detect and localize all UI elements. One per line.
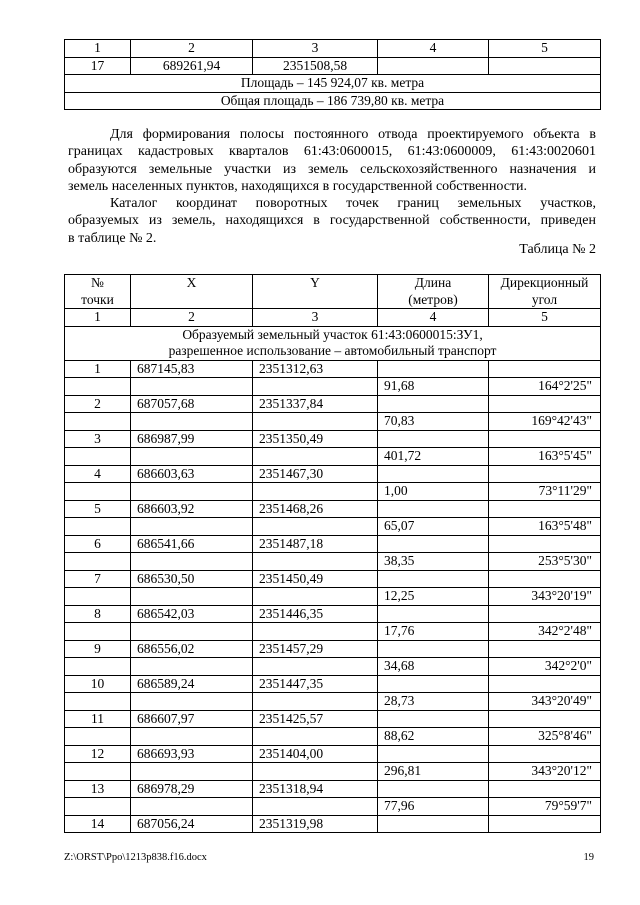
point-x-empty (131, 798, 253, 816)
point-y-empty (253, 518, 378, 536)
segment-length-empty (378, 570, 489, 588)
point-y-empty (253, 623, 378, 641)
col-index: 2 (131, 309, 253, 327)
point-y-empty (253, 798, 378, 816)
segment-length-empty (378, 500, 489, 518)
point-row (65, 465, 601, 483)
point-number: 13 (65, 780, 131, 798)
point-x: 686530,50 (131, 570, 253, 588)
segment-angle: 342°2'48" (489, 623, 601, 641)
header-point-number (65, 275, 131, 309)
area-row (65, 75, 601, 93)
point-number-empty (65, 798, 131, 816)
point-x: 686987,99 (131, 430, 253, 448)
segment-angle-empty (489, 815, 601, 833)
header-x: X (131, 275, 253, 309)
segment-length: 38,35 (378, 553, 489, 571)
point-y: 2351312,63 (253, 360, 378, 378)
segment-row (65, 483, 601, 501)
point-row (65, 360, 601, 378)
segment-angle: 164°2'25" (489, 378, 601, 396)
point-x-empty (131, 693, 253, 711)
header-text: № (91, 275, 104, 290)
header-angle (489, 275, 601, 309)
point-y: 2351404,00 (253, 745, 378, 763)
segment-row (65, 763, 601, 781)
point-number: 14 (65, 815, 131, 833)
point-number: 2 (65, 395, 131, 413)
col-index: 2 (131, 40, 253, 58)
segment-length-empty (378, 535, 489, 553)
segment-angle: 342°2'0" (489, 658, 601, 676)
segment-angle-empty (489, 360, 601, 378)
point-number: 5 (65, 500, 131, 518)
point-x-empty (131, 763, 253, 781)
segment-angle-empty (489, 640, 601, 658)
segment-row (65, 518, 601, 536)
point-number: 4 (65, 465, 131, 483)
point-x: 686693,93 (131, 745, 253, 763)
segment-angle: 163°5'45" (489, 448, 601, 466)
segment-length: 1,00 (378, 483, 489, 501)
table-header-row (65, 275, 601, 309)
header-text: Дирекционный (500, 275, 589, 290)
segment-angle (489, 57, 601, 75)
segment-row (65, 553, 601, 571)
segment-angle-empty (489, 570, 601, 588)
col-index: 3 (253, 309, 378, 327)
header-text: точки (81, 291, 114, 307)
point-y-empty (253, 728, 378, 746)
segment-angle-empty (489, 710, 601, 728)
point-number-empty (65, 693, 131, 711)
point-y: 2351318,94 (253, 780, 378, 798)
point-number-empty (65, 588, 131, 606)
point-x-empty (131, 658, 253, 676)
segment-angle: 169°42'43" (489, 413, 601, 431)
point-row (65, 430, 601, 448)
segment-row (65, 693, 601, 711)
segment-length-empty (378, 710, 489, 728)
coordinates-table (64, 274, 601, 833)
segment-angle: 343°20'12" (489, 763, 601, 781)
point-y: 2351487,18 (253, 535, 378, 553)
segment-row (65, 448, 601, 466)
segment-length: 12,25 (378, 588, 489, 606)
col-index: 4 (378, 40, 489, 58)
point-y-empty (253, 413, 378, 431)
table-index-row (65, 309, 601, 327)
point-y-empty (253, 588, 378, 606)
segment-angle: 343°20'19" (489, 588, 601, 606)
segment-length: 28,73 (378, 693, 489, 711)
col-index: 3 (253, 40, 378, 58)
point-y-empty (253, 553, 378, 571)
paragraph-catalog (68, 195, 596, 247)
point-x: 686607,97 (131, 710, 253, 728)
points-body (65, 360, 601, 833)
point-x-empty (131, 588, 253, 606)
total-area-text: Общая площадь – 186 739,80 кв. метра (65, 92, 601, 110)
segment-angle-empty (489, 605, 601, 623)
segment-length-empty (378, 360, 489, 378)
point-row (65, 815, 601, 833)
col-index: 1 (65, 40, 131, 58)
segment-length: 65,07 (378, 518, 489, 536)
point-y-empty (253, 483, 378, 501)
point-x: 686556,02 (131, 640, 253, 658)
footer-file-path: Z:\ORST\Ppo\1213p838.f16.docx (64, 852, 207, 863)
point-y: 2351319,98 (253, 815, 378, 833)
point-row (65, 395, 601, 413)
segment-row (65, 413, 601, 431)
segment-length: 77,96 (378, 798, 489, 816)
paragraph-line: границах кадастровых кварталов 61:43:0600015, 61:43:0600009, 61:43:0020601 (68, 144, 596, 160)
segment-length-empty (378, 465, 489, 483)
segment-angle: 343°20'49" (489, 693, 601, 711)
point-number: 6 (65, 535, 131, 553)
point-number: 17 (65, 57, 131, 75)
point-x: 687057,68 (131, 395, 253, 413)
segment-angle: 253°5'30" (489, 553, 601, 571)
col-index: 1 (65, 309, 131, 327)
point-number: 12 (65, 745, 131, 763)
point-x-empty (131, 413, 253, 431)
point-y: 2351350,49 (253, 430, 378, 448)
point-number: 1 (65, 360, 131, 378)
segment-length-empty (378, 605, 489, 623)
point-number: 9 (65, 640, 131, 658)
segment-length-empty (378, 675, 489, 693)
point-x-empty (131, 518, 253, 536)
point-number-empty (65, 658, 131, 676)
segment-angle: 73°11'29" (489, 483, 601, 501)
point-x: 686603,63 (131, 465, 253, 483)
header-text: (метров) (408, 291, 458, 307)
point-row (65, 605, 601, 623)
paragraph-line: Для формирования полосы постоянного отвода проектируемого объекта в (110, 127, 596, 142)
point-number-empty (65, 518, 131, 536)
point-y-empty (253, 763, 378, 781)
point-y: 2351468,26 (253, 500, 378, 518)
segment-row (65, 588, 601, 606)
header-text: Длина (414, 275, 452, 290)
point-y-empty (253, 658, 378, 676)
segment-angle-empty (489, 395, 601, 413)
segment-length-empty (378, 395, 489, 413)
point-x: 689261,94 (131, 57, 253, 75)
header-text: угол (531, 291, 558, 307)
segment-length-empty (378, 815, 489, 833)
segment-row (65, 728, 601, 746)
page-number: 19 (583, 852, 594, 863)
point-number: 3 (65, 430, 131, 448)
point-number-empty (65, 448, 131, 466)
paragraph-line: образуемых из земель, находящихся в государственной собственности, приведен (68, 213, 596, 229)
point-row (65, 535, 601, 553)
point-y: 2351337,84 (253, 395, 378, 413)
point-y: 2351508,58 (253, 57, 378, 75)
point-x-empty (131, 623, 253, 641)
segment-angle: 79°59'7" (489, 798, 601, 816)
point-number-empty (65, 483, 131, 501)
segment-row (65, 658, 601, 676)
col-index: 4 (378, 309, 489, 327)
segment-length-empty (378, 430, 489, 448)
segment-length: 296,81 (378, 763, 489, 781)
point-number-empty (65, 623, 131, 641)
segment-angle: 163°5'48" (489, 518, 601, 536)
table-index-row (65, 40, 601, 58)
segment-row (65, 798, 601, 816)
table-caption: Таблица № 2 (519, 242, 596, 257)
segment-angle-empty (489, 780, 601, 798)
point-x-empty (131, 448, 253, 466)
point-y: 2351450,49 (253, 570, 378, 588)
point-y: 2351446,35 (253, 605, 378, 623)
point-number-empty (65, 763, 131, 781)
point-number: 10 (65, 675, 131, 693)
segment-angle-empty (489, 430, 601, 448)
point-x: 686542,03 (131, 605, 253, 623)
point-y-empty (253, 448, 378, 466)
segment-length: 17,76 (378, 623, 489, 641)
header-length (378, 275, 489, 309)
point-x: 686603,92 (131, 500, 253, 518)
point-row (65, 710, 601, 728)
header-y: Y (253, 275, 378, 309)
segment-angle-empty (489, 745, 601, 763)
paragraph-formation (68, 126, 596, 195)
point-number-empty (65, 728, 131, 746)
point-y: 2351447,35 (253, 675, 378, 693)
section-title-line: Образуемый земельный участок 61:43:0600015:ЗУ1, (182, 326, 483, 342)
point-row (65, 675, 601, 693)
point-number-empty (65, 378, 131, 396)
point-number-empty (65, 553, 131, 571)
point-x-empty (131, 483, 253, 501)
point-row (65, 500, 601, 518)
segment-length: 88,62 (378, 728, 489, 746)
segment-angle-empty (489, 675, 601, 693)
total-area-row (65, 92, 601, 110)
segment-angle-empty (489, 535, 601, 553)
segment-angle-empty (489, 465, 601, 483)
point-number: 8 (65, 605, 131, 623)
point-y: 2351457,29 (253, 640, 378, 658)
segment-angle: 325°8'46" (489, 728, 601, 746)
point-x: 687056,24 (131, 815, 253, 833)
col-index: 5 (489, 40, 601, 58)
segment-length: 91,68 (378, 378, 489, 396)
coordinates-table-continuation (64, 39, 601, 110)
point-row (65, 780, 601, 798)
section-title (65, 326, 601, 360)
segment-length-empty (378, 640, 489, 658)
point-number: 11 (65, 710, 131, 728)
point-x: 686541,66 (131, 535, 253, 553)
segment-length-empty (378, 745, 489, 763)
point-y: 2351425,57 (253, 710, 378, 728)
point-row (65, 570, 601, 588)
col-index: 5 (489, 309, 601, 327)
paragraph-line: образуются земельные участки из земель сельскохозяйственного назначения и (68, 161, 596, 177)
segment-row (65, 378, 601, 396)
table-row (65, 57, 601, 75)
point-x: 686589,24 (131, 675, 253, 693)
segment-length (378, 57, 489, 75)
segment-length: 401,72 (378, 448, 489, 466)
segment-row (65, 623, 601, 641)
point-x-empty (131, 728, 253, 746)
point-number: 7 (65, 570, 131, 588)
section-title-row (65, 326, 601, 360)
segment-length: 70,83 (378, 413, 489, 431)
point-x-empty (131, 553, 253, 571)
point-x: 686978,29 (131, 780, 253, 798)
point-x: 687145,83 (131, 360, 253, 378)
segment-angle-empty (489, 500, 601, 518)
segment-length: 34,68 (378, 658, 489, 676)
point-y-empty (253, 693, 378, 711)
point-y: 2351467,30 (253, 465, 378, 483)
paragraph-line: в таблице № 2. (68, 230, 157, 246)
point-x-empty (131, 378, 253, 396)
paragraph-line: земель населенных пунктов, находящихся в государственной собственности. (68, 178, 528, 194)
point-row (65, 640, 601, 658)
point-row (65, 745, 601, 763)
point-y-empty (253, 378, 378, 396)
section-title-line: разрешенное использование – автомобильный транспорт (168, 343, 497, 358)
point-number-empty (65, 413, 131, 431)
area-text: Площадь – 145 924,07 кв. метра (65, 75, 601, 93)
paragraph-line: Каталог координат поворотных точек границ земельных участков, (110, 196, 596, 211)
segment-length-empty (378, 780, 489, 798)
